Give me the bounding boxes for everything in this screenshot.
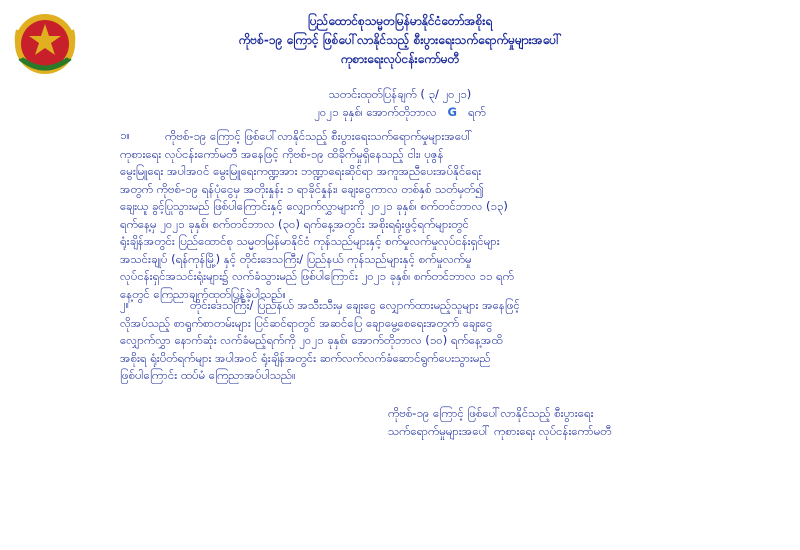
notice-date-digit: G xyxy=(447,105,457,119)
paragraph-2-body xyxy=(120,315,680,385)
paragraph-1 xyxy=(165,128,685,146)
paragraph-2-line: လျှောက်လွှာ နောက်ဆုံး လက်ခံမည့်ရက်ကို ၂၀၂၁ ခုနှစ်၊ အောက်တိုဘာလ (၁၀) ရက်နေ့အထိ xyxy=(120,333,503,347)
paragraph-2-number: ၂။ xyxy=(120,297,130,311)
paragraph-1-line: အတွက် ကိုဗစ်-၁၉ ရန်ပုံငွေမှ အတိုးနှုန်း ၁ ရာခိုင်နှုန်း၊ ချေးငွေကာလ တစ်နှစ် သတ်မှတ်၍ xyxy=(120,181,484,196)
paragraph-1-line: ရုံးချိန်အတွင်း ပြည်ထောင်စု သမ္မတမြန်မာနိုင်ငံ ကုန်သည်များနှင့် စက်မှုလက်မှုလုပ်ငန်းရှင်များ xyxy=(120,234,500,248)
paragraph-1-line: ကုစားရေး လုပ်ငန်းကော်မတီ အနေဖြင့် ကိုဗစ်-၁၉ ထိခိုက်မှုရှိနေသည့် ငါး၊ ပုဇွန် xyxy=(120,146,444,161)
header-line-3: ကုစားရေးလုပ်ငန်းကော်မတီ xyxy=(340,52,460,66)
signature-line-1: ကိုဗစ်-၁၉ ကြောင့် ဖြစ်ပေါ်လာနိုင်သည့် စီးပွားရေး xyxy=(388,406,594,420)
paragraph-1-body xyxy=(120,146,680,304)
paragraph-2-line: အစိုးရ ရုံးပိတ်ရက်များ အပါအဝင် ရုံးချိန်အတွင်း ဆက်လက်လက်ခံဆောင်ရွက်ပေးသွားမည် xyxy=(120,350,491,365)
header-line-2: ကိုဗစ်-၁၉ ကြောင့် ဖြစ်ပေါ်လာနိုင်သည့် စီးပွားရေးသက်ရောက်မှုများအပေါ် xyxy=(238,33,562,47)
paragraph-2 xyxy=(190,297,685,315)
paragraph-1-line: အသင်းချုပ် (ရန်ကုန်မြို့) နှင့် တိုင်းဒေသကြီး/ ပြည်နယ် ကုန်သည်များနှင့် စက်မှုလက်မှု xyxy=(120,251,472,266)
signature-line-2: သက်ရောက်မှုများအပေါ် ကုစားရေး လုပ်ငန်းကော်မတီ xyxy=(388,424,612,438)
paragraph-1-line: ချေးယူ ခွင့်ပြုသွားမည် ဖြစ်ပါကြောင်းနှင့် လျှောက်လွှာများကို ၂၀၂၁ ခုနှစ်၊ စက်တင်ဘာလ (၁၃) xyxy=(120,199,508,213)
paragraph-1-line: နေ့တွင် ကြေညာချက်ထုတ်ပြန်ခဲ့ပါသည်။ xyxy=(120,286,286,301)
notice-date xyxy=(0,104,800,120)
notice-date-suffix: ရက် xyxy=(467,105,486,119)
notice-number: သတင်းထုတ်ပြန်ချက် ( ၃/ ၂၀၂၁) xyxy=(328,87,472,101)
header-line-1: ပြည်ထောင်စုသမ္မတမြန်မာနိုင်ငံတော်အစိုးရ xyxy=(307,14,493,28)
paragraph-2-line: လိုအပ်သည့် စာရွက်စာတမ်းများ ပြင်ဆင်ရာတွင် အဆင်ပြေ ချောမွေ့စေရေးအတွက် ချေးငွေ xyxy=(120,315,493,330)
notice-date-prefix: ၂၀၂၁ ခုနှစ်၊ အောက်တိုဘာလ xyxy=(314,105,437,119)
paragraph-1-line: ရက်နေ့မှ ၂၀၂၁ ခုနှစ်၊ စက်တင်ဘာလ (၃၀) ရက်နေ့အတွင်း အစိုးရရုံးဖွင့်ရက်များတွင် xyxy=(120,216,469,231)
paragraph-2-line: တိုင်းဒေသကြီး/ ပြည်နယ် အသီးသီးမှ ချေးငွေ လျှောက်ထားမည့်သူများ အနေဖြင့် xyxy=(190,298,520,312)
paragraph-1-line: ကိုဗစ်-၁၉ ကြောင့် ဖြစ်ပေါ်လာနိုင်သည့် စီးပွားရေးသက်ရောက်မှုများအပေါ် xyxy=(165,129,473,143)
paragraph-2-line: ဖြစ်ပါကြောင်း ထပ်မံ ကြေညာအပ်ပါသည်။ xyxy=(120,368,296,382)
paragraph-1-number: ၁။ xyxy=(120,128,130,142)
paragraph-1-line: မွေးမြူရေး အပါအဝင် မွေးမြူရေးကဏ္ဍအား ဘဏ္ဍာရေးဆိုင်ရာ အကူအညီပေးအပ်နိုင်ရေး xyxy=(120,164,482,178)
paragraph-1-line: လုပ်ငန်းရှင်အသင်းရုံးများ၌ လက်ခံသွားမည် ဖြစ်ပါကြောင်း ၂၀၂၁ ခုနှစ်၊ စက်တင်ဘာလ ၁၁ ရက် xyxy=(120,269,514,283)
